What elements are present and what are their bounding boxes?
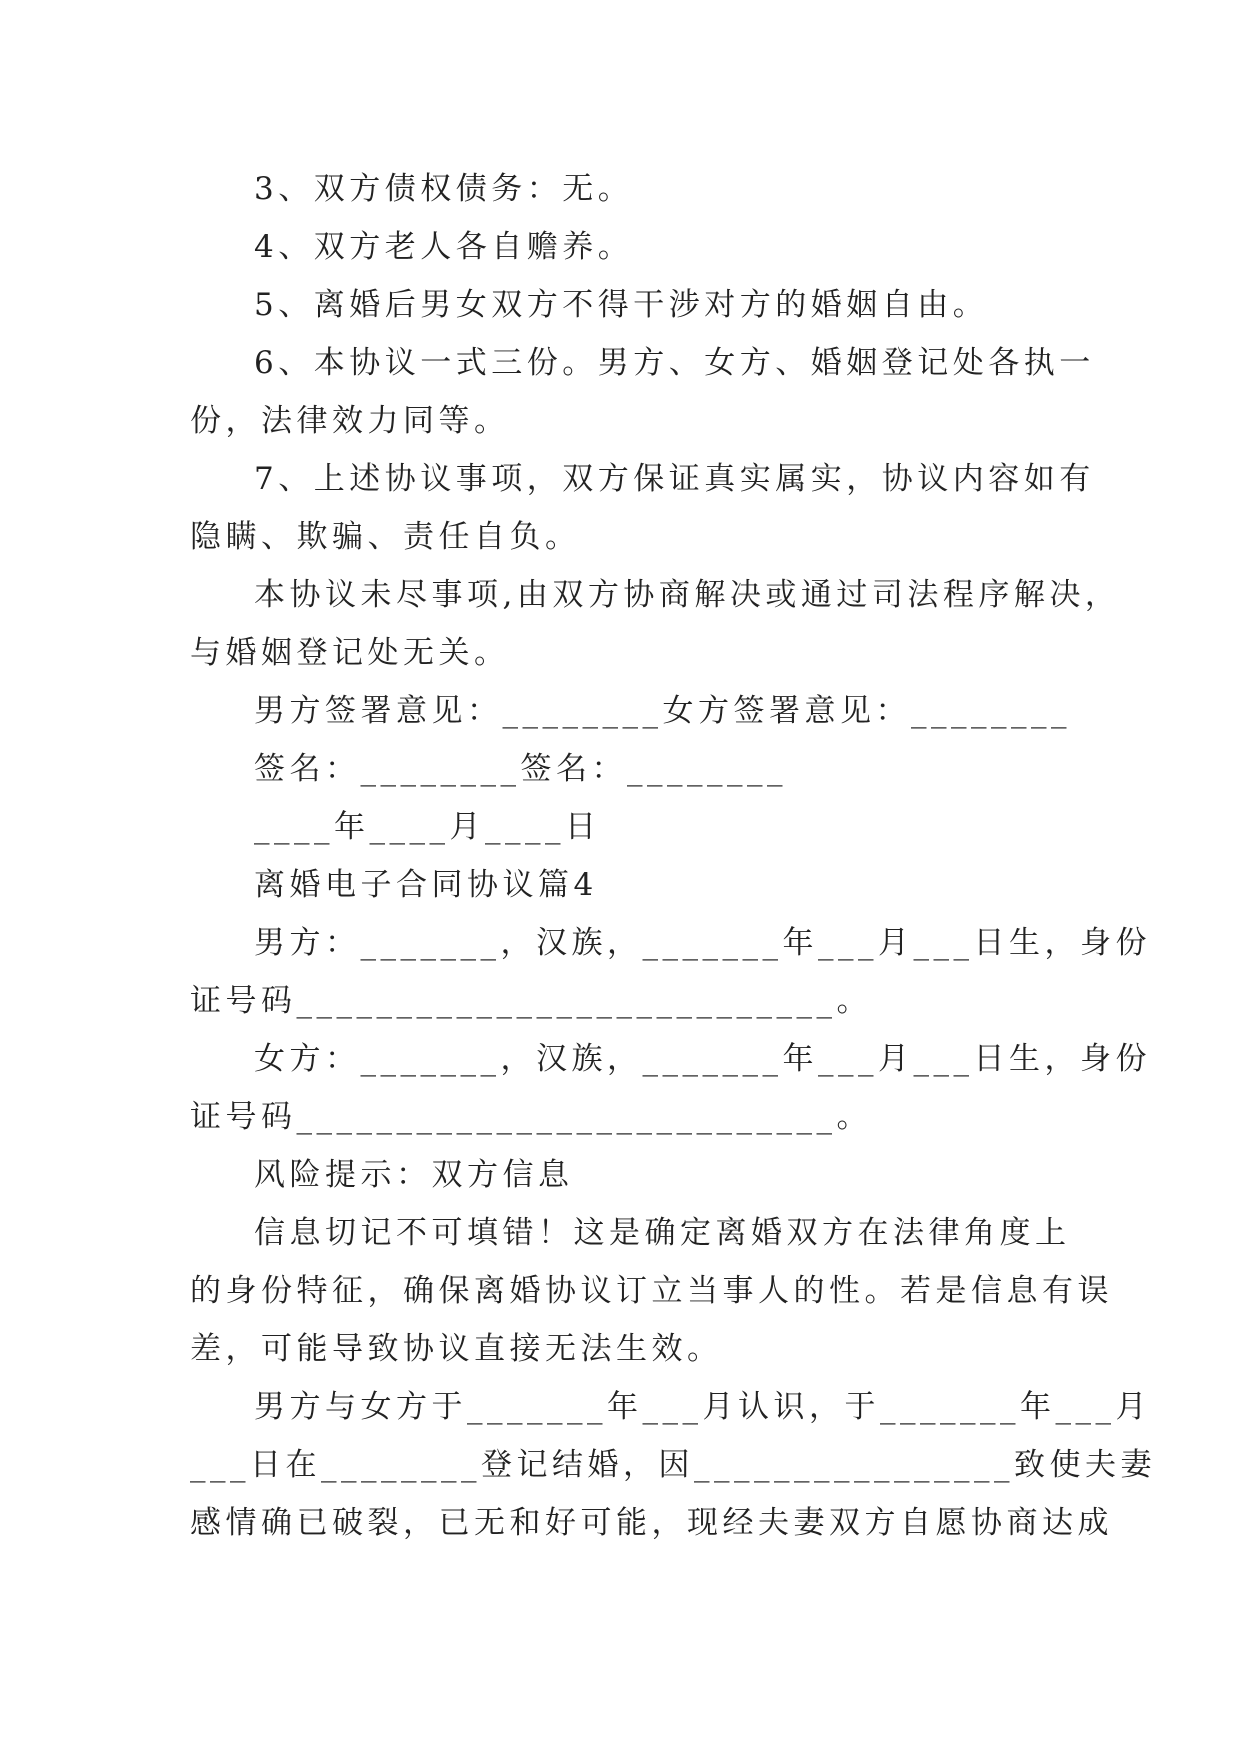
paragraph-line: 男方与女方于_______年___月认识，于_______年___月	[254, 1389, 1151, 1425]
paragraph-line: 3、双方债权债务：无。	[254, 171, 634, 207]
paragraph-line: 信息切记不可填错！这是确定离婚双方在法律角度上	[254, 1215, 1071, 1251]
paragraph-line: 本协议未尽事项,由双方协商解决或通过司法程序解决，	[254, 577, 1121, 613]
paragraph-line: 4、双方老人各自赡养。	[254, 229, 634, 265]
paragraph-line: 女方：_______，汉族，_______年___月___日生，身份	[254, 1041, 1151, 1077]
paragraph-line: 差，可能导致协议直接无法生效。	[190, 1331, 723, 1367]
paragraph-line: 证号码___________________________。	[190, 983, 872, 1019]
paragraph-line: 7、上述协议事项，双方保证真实属实，协议内容如有	[254, 461, 1095, 497]
paragraph-line: 份，法律效力同等。	[190, 403, 510, 439]
paragraph-line: 证号码___________________________。	[190, 1099, 872, 1135]
signature-line: 签名：________签名：________	[254, 751, 787, 787]
paragraph-line: 6、本协议一式三份。男方、女方、婚姻登记处各执一	[254, 345, 1095, 381]
date-line: ____年____月____日	[254, 809, 601, 845]
paragraph-line: ___日在________登记结婚，因________________致使夫妻	[190, 1447, 1156, 1483]
paragraph-line: 5、离婚后男女双方不得干涉对方的婚姻自由。	[254, 287, 989, 323]
risk-tip-heading: 风险提示：双方信息	[254, 1157, 574, 1193]
paragraph-line: 与婚姻登记处无关。	[190, 635, 510, 671]
document-body	[190, 160, 1156, 1552]
signature-opinion-line: 男方签署意见：________女方签署意见：________	[254, 693, 1071, 729]
paragraph-line: 男方：_______，汉族，_______年___月___日生，身份	[254, 925, 1151, 961]
paragraph-line: 感情确已破裂，已无和好可能，现经夫妻双方自愿协商达成	[190, 1505, 1113, 1541]
paragraph-line: 的身份特征，确保离婚协议订立当事人的性。若是信息有误	[190, 1273, 1113, 1309]
section-heading: 离婚电子合同协议篇4	[254, 867, 598, 903]
paragraph-line: 隐瞒、欺骗、责任自负。	[190, 519, 581, 555]
